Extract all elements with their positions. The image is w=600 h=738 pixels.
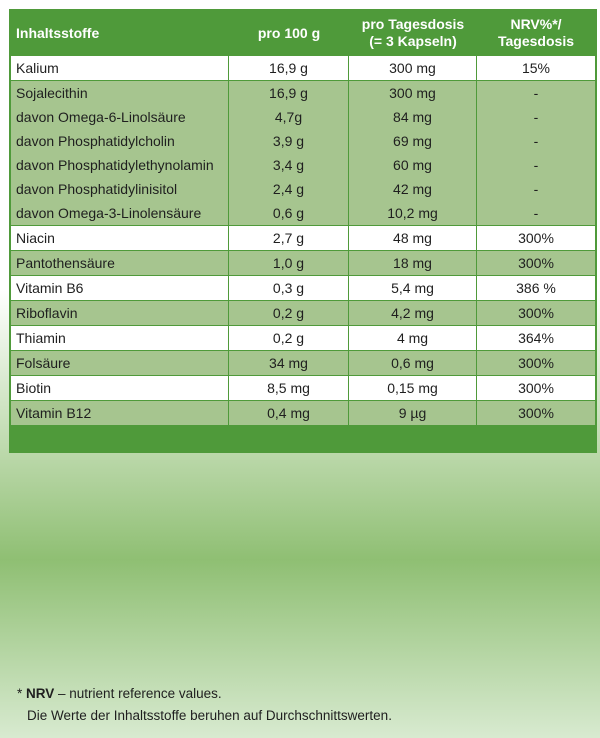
header-per-100g: pro 100 g — [229, 11, 349, 55]
value-per-100g: 2,7 g — [272, 230, 305, 246]
value-per-daily-dose-cell — [349, 250, 477, 275]
value-per-daily-dose: 4,2 mg — [391, 305, 434, 321]
footnote-line-1 — [17, 683, 392, 705]
nutrient-name: Sojalecithin — [16, 85, 88, 101]
value-nrv: - — [533, 109, 539, 125]
value-per-daily-dose: 18 mg — [393, 255, 432, 271]
footnote-definition: – nutrient reference values. — [54, 686, 222, 701]
value-nrv: 300% — [518, 255, 554, 271]
nutrient-name: Folsäure — [16, 355, 71, 371]
value-nrv-cell — [477, 350, 595, 375]
table-row — [11, 225, 595, 250]
value-per-100g: 0,2 g — [272, 330, 305, 346]
nutrient-name-cell — [11, 325, 229, 350]
value-nrv-cell — [477, 400, 595, 425]
value-per-daily-dose: 0,15 mg — [387, 380, 438, 396]
value-per-daily-dose-cell — [349, 375, 477, 400]
value-per-100g: 2,4 g — [272, 181, 305, 197]
value-per-100g: 0,6 g — [272, 205, 305, 221]
footnote-line-2: Die Werte der Inhaltsstoffe beruhen auf Durchschnittswerten. — [27, 708, 392, 723]
value-per-100g-cell — [229, 80, 349, 225]
value-per-100g: 16,9 g — [269, 85, 308, 101]
value-per-daily-dose: 48 mg — [393, 230, 432, 246]
footnote — [17, 683, 392, 727]
nutrient-name: Riboflavin — [16, 305, 78, 321]
value-nrv: - — [533, 181, 539, 197]
value-per-100g: 3,4 g — [272, 157, 305, 173]
table-row — [11, 275, 595, 300]
value-per-100g-cell — [229, 55, 349, 80]
nutrient-name-cell — [11, 55, 229, 80]
value-nrv-cell — [477, 300, 595, 325]
value-per-daily-dose-cell — [349, 80, 477, 225]
value-per-daily-dose: 42 mg — [393, 181, 432, 197]
value-nrv: - — [533, 85, 539, 101]
nutrient-name: davon Omega-6-Linolsäure — [16, 109, 186, 125]
value-nrv-cell — [477, 250, 595, 275]
table-row — [11, 325, 595, 350]
nutrient-name-cell — [11, 225, 229, 250]
table-row — [11, 55, 595, 80]
nutrient-name: Vitamin B12 — [16, 405, 92, 421]
table-row — [11, 350, 595, 375]
value-per-100g: 16,9 g — [269, 60, 308, 76]
value-per-100g-cell — [229, 225, 349, 250]
value-nrv-cell — [477, 225, 595, 250]
value-per-daily-dose-cell — [349, 350, 477, 375]
value-per-daily-dose: 9 µg — [398, 405, 427, 421]
table-body — [11, 55, 595, 425]
value-nrv: 15% — [521, 60, 551, 76]
nutrient-name: davon Phosphatidylethynolamin — [16, 157, 214, 173]
value-nrv: - — [533, 133, 539, 149]
value-per-100g: 0,2 g — [272, 305, 305, 321]
header-nrv — [477, 11, 595, 55]
nutrient-name-cell — [11, 275, 229, 300]
value-per-daily-dose: 10,2 mg — [387, 205, 438, 221]
value-per-daily-dose-cell — [349, 300, 477, 325]
value-per-daily-dose: 5,4 mg — [391, 280, 434, 296]
value-per-100g: 0,3 g — [272, 280, 305, 296]
header-line: (= 3 Kapseln) — [369, 33, 457, 49]
value-nrv: 300% — [518, 230, 554, 246]
table-row — [11, 80, 595, 225]
value-per-100g-cell — [229, 275, 349, 300]
value-nrv-cell — [477, 375, 595, 400]
nutrient-name: Biotin — [16, 380, 52, 396]
value-nrv: 300% — [518, 405, 554, 421]
value-per-daily-dose-cell — [349, 225, 477, 250]
value-nrv: 300% — [518, 380, 554, 396]
nutrient-name-cell — [11, 250, 229, 275]
header-line: pro Tagesdosis — [361, 16, 465, 32]
value-per-daily-dose-cell — [349, 275, 477, 300]
value-per-daily-dose-cell — [349, 325, 477, 350]
value-per-daily-dose-cell — [349, 55, 477, 80]
value-per-daily-dose: 69 mg — [393, 133, 432, 149]
value-nrv: - — [533, 157, 539, 173]
value-per-daily-dose: 4 mg — [396, 330, 429, 346]
header-line: NRV%*/ — [510, 16, 562, 32]
value-per-100g-cell — [229, 400, 349, 425]
value-per-daily-dose: 300 mg — [389, 85, 436, 101]
value-nrv-cell — [477, 80, 595, 225]
value-per-100g-cell — [229, 350, 349, 375]
nutrient-table-container — [9, 9, 597, 453]
nutrient-name: davon Omega-3-Linolensäure — [16, 205, 202, 221]
nutrient-table — [11, 11, 595, 425]
value-nrv: 300% — [518, 305, 554, 321]
value-per-daily-dose: 84 mg — [393, 109, 432, 125]
nutrient-name-cell — [11, 350, 229, 375]
value-per-100g: 1,0 g — [272, 255, 305, 271]
header-ingredients: Inhaltsstoffe — [11, 11, 229, 55]
value-per-100g-cell — [229, 250, 349, 275]
footnote-abbr: NRV — [26, 686, 55, 701]
nutrient-name: davon Phosphatidylinisitol — [16, 181, 178, 197]
value-nrv-cell — [477, 55, 595, 80]
table-header-row — [11, 11, 595, 55]
table-row — [11, 250, 595, 275]
nutrient-name-cell — [11, 80, 229, 225]
nutrient-name: Niacin — [16, 230, 55, 246]
nutrient-name: Thiamin — [16, 330, 66, 346]
value-per-daily-dose-cell — [349, 400, 477, 425]
value-per-100g: 3,9 g — [272, 133, 305, 149]
footnote-marker: * — [17, 686, 27, 701]
value-per-100g-cell — [229, 375, 349, 400]
nutrient-name-cell — [11, 375, 229, 400]
value-nrv: - — [533, 205, 539, 221]
value-per-100g: 8,5 mg — [267, 380, 310, 396]
nutrient-name-cell — [11, 400, 229, 425]
value-per-daily-dose: 300 mg — [389, 60, 436, 76]
value-per-100g-cell — [229, 300, 349, 325]
nutrient-name-cell — [11, 300, 229, 325]
value-per-daily-dose: 60 mg — [393, 157, 432, 173]
nutrient-name: Kalium — [16, 60, 59, 76]
header-line: Tagesdosis — [498, 33, 574, 49]
value-nrv: 300% — [518, 355, 554, 371]
value-nrv: 364% — [518, 330, 554, 346]
nutrient-name: Vitamin B6 — [16, 280, 84, 296]
nutrient-name: Pantothensäure — [16, 255, 115, 271]
value-per-daily-dose: 0,6 mg — [391, 355, 434, 371]
value-nrv: 386 % — [516, 280, 556, 296]
value-per-100g: 0,4 mg — [267, 405, 310, 421]
table-row — [11, 375, 595, 400]
nutrient-name: davon Phosphatidylcholin — [16, 133, 175, 149]
value-per-100g-cell — [229, 325, 349, 350]
value-nrv-cell — [477, 325, 595, 350]
table-row — [11, 400, 595, 425]
table-row — [11, 300, 595, 325]
value-nrv-cell — [477, 275, 595, 300]
header-per-daily-dose — [349, 11, 477, 55]
value-per-100g: 4,7g — [274, 109, 303, 125]
value-per-100g: 34 mg — [269, 355, 308, 371]
